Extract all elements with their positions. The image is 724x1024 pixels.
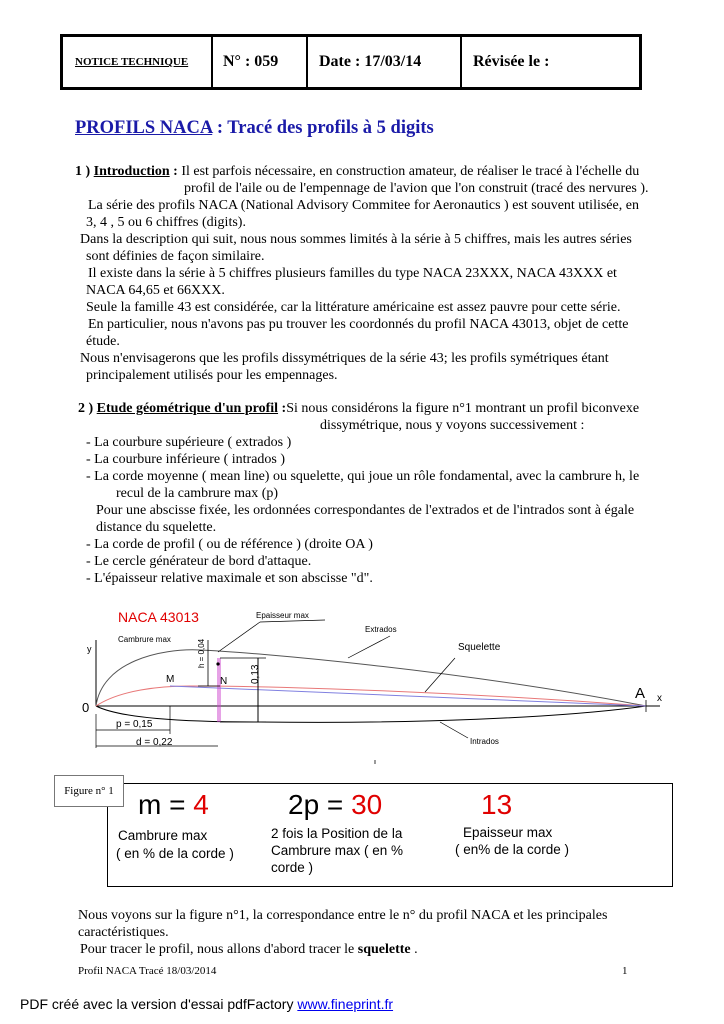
intro-heading: Introduction xyxy=(93,164,170,179)
label-epaisseur-max: Epaisseur max xyxy=(256,611,309,620)
intro-line: profil de l'aile ou de l'empennage de l'avion que l'on construit (tracé des nervures ). xyxy=(184,181,649,196)
label-cambrure-max: Cambrure max xyxy=(118,635,171,644)
section2-line: - La corde de profil ( ou de référence ) (droite OA ) xyxy=(86,537,373,552)
intro-text: Il est parfois nécessaire, en construction amateur, de réaliser le tracé à l'échelle du xyxy=(177,164,640,179)
label-squelette: Squelette xyxy=(458,642,501,653)
airfoil-figure xyxy=(80,600,680,770)
p-label: 2p = xyxy=(288,789,352,820)
figure-caption: Figure n° 1 xyxy=(54,775,124,807)
intro-line: 3, 4 , 5 ou 6 chiffres (digits). xyxy=(86,215,246,230)
conclusion-suffix: . xyxy=(410,942,418,957)
leader-line xyxy=(218,622,260,652)
t-value: 13 xyxy=(481,789,513,820)
label-d: d = 0,22 xyxy=(136,737,173,748)
doc-type: NOTICE TECHNIQUE xyxy=(75,56,189,68)
label-intrados: Intrados xyxy=(470,737,499,746)
section2-line: distance du squelette. xyxy=(96,520,217,535)
reference-line xyxy=(170,686,646,706)
p-desc: Cambrure max ( en % xyxy=(271,843,404,858)
section2-line: - La courbure supérieure ( extrados ) xyxy=(86,435,292,450)
pdf-note-text: PDF créé avec la version d'essai pdfFactory xyxy=(20,996,298,1012)
pdf-link[interactable]: www.fineprint.fr xyxy=(297,996,394,1012)
intro-line: Seule la famille 43 est considérée, car la littérature américaine est assez pauvre pour cette série. xyxy=(86,300,621,315)
intro-line: En particulier, nous n'avons pas pu trouver les coordonnés du profil NACA 43013, objet de cette xyxy=(88,317,629,332)
t-desc: Epaisseur max xyxy=(463,825,553,840)
conclusion-bold: squelette xyxy=(357,942,411,957)
intro-line: Nous n'envisagerons que les profils dissymétriques de la série 43; les profils symétriques étant xyxy=(80,351,609,366)
header-box xyxy=(60,34,642,90)
label-y: y xyxy=(87,644,92,654)
label-m: M xyxy=(166,674,175,685)
label-thickness: 0,13 xyxy=(250,664,261,684)
intro-line: principalement utilisés pour les empennages. xyxy=(86,368,338,383)
section2-line: - Le cercle générateur de bord d'attaque. xyxy=(86,554,312,569)
section2-line: recul de la cambrure max (p) xyxy=(116,486,279,501)
leader-line xyxy=(348,636,390,658)
label-p: p = 0,15 xyxy=(116,719,153,730)
intro-line: sont définies de façon similaire. xyxy=(86,249,265,264)
p-desc: 2 fois la Position de la xyxy=(271,826,403,841)
m-equation xyxy=(138,790,209,820)
m-value: 4 xyxy=(193,789,209,820)
p-equation xyxy=(288,790,382,820)
section2-line: - La corde moyenne ( mean line) ou squelette, qui joue un rôle fondamental, avec la cambrure h, le xyxy=(86,469,640,484)
m-label: m = xyxy=(138,789,194,820)
t-desc: ( en% de la corde ) xyxy=(455,842,570,857)
page-number: 1 xyxy=(622,965,628,977)
header-divider xyxy=(306,37,308,87)
label-h: h = 0,04 xyxy=(197,638,206,668)
section2-line xyxy=(78,400,639,417)
conclusion-prefix: Pour tracer le profil, nous allons d'abord tracer le xyxy=(80,942,358,957)
section2-line: Pour une abscisse fixée, les ordonnées correspondantes de l'extrados et de l'intrados sont à égale xyxy=(96,503,635,518)
p-desc: corde ) xyxy=(271,860,314,875)
intro-line: Dans la description qui suit, nous nous sommes limités à la série à 5 chiffres, mais les autres séries xyxy=(80,232,632,247)
intro-line: étude. xyxy=(86,334,120,349)
label-extrados: Extrados xyxy=(365,625,397,634)
section2-num: 2 ) xyxy=(78,401,97,416)
conclusion-line xyxy=(80,941,418,958)
title-main: PROFILS NACA xyxy=(75,118,213,138)
intro-line: NACA 64,65 et 66XXX. xyxy=(86,283,225,298)
section2-heading: Etude géométrique d'un profil xyxy=(96,401,279,416)
point-n xyxy=(216,662,219,665)
section2-line: - La courbure inférieure ( intrados ) xyxy=(86,452,286,467)
section2-colon: : xyxy=(278,401,287,416)
footer-left: Profil NACA Tracé 18/03/2014 xyxy=(78,965,217,977)
label-x: x xyxy=(657,693,662,704)
section2-line: - L'épaisseur relative maximale et son abscisse "d". xyxy=(86,571,373,586)
doc-revised: Révisée le : xyxy=(473,53,550,70)
conclusion-line: caractéristiques. xyxy=(78,925,169,940)
m-desc: ( en % de la corde ) xyxy=(116,846,234,861)
label-n: N xyxy=(220,676,228,687)
intro-line xyxy=(75,163,639,180)
extrados-curve xyxy=(96,650,646,706)
pdf-note xyxy=(20,996,393,1012)
figure-title: NACA 43013 xyxy=(118,609,199,625)
header-divider xyxy=(460,37,462,87)
intro-colon: : xyxy=(169,164,178,179)
leader-line xyxy=(440,722,468,738)
conclusion-line: Nous voyons sur la figure n°1, la correspondance entre le n° du profil NACA et les principales xyxy=(78,908,608,923)
section2-text: Si nous considérons la figure n°1 montrant un profil biconvexe xyxy=(286,401,640,416)
p-value: 30 xyxy=(351,789,383,820)
leader-line xyxy=(260,620,325,622)
doc-number: N° : 059 xyxy=(223,53,279,70)
doc-date: Date : 17/03/14 xyxy=(319,53,422,70)
label-origin: 0 xyxy=(82,700,90,715)
intro-line: Il existe dans la série à 5 chiffres plusieurs familles du type NACA 23XXX, NACA 43XXX et xyxy=(88,266,617,281)
header-divider xyxy=(211,37,213,87)
section2-line: dissymétrique, nous y voyons successivement : xyxy=(320,418,585,433)
m-desc: Cambrure max xyxy=(118,828,208,843)
intrados-curve xyxy=(96,706,646,722)
intro-line: La série des profils NACA (National Advisory Commitee for Aeronautics ) est souvent utilisée, en xyxy=(88,198,639,213)
page-title xyxy=(75,118,434,139)
label-a: A xyxy=(635,685,646,702)
title-rest: : Tracé des profils à 5 digits xyxy=(212,118,434,138)
intro-num: 1 ) xyxy=(75,164,94,179)
